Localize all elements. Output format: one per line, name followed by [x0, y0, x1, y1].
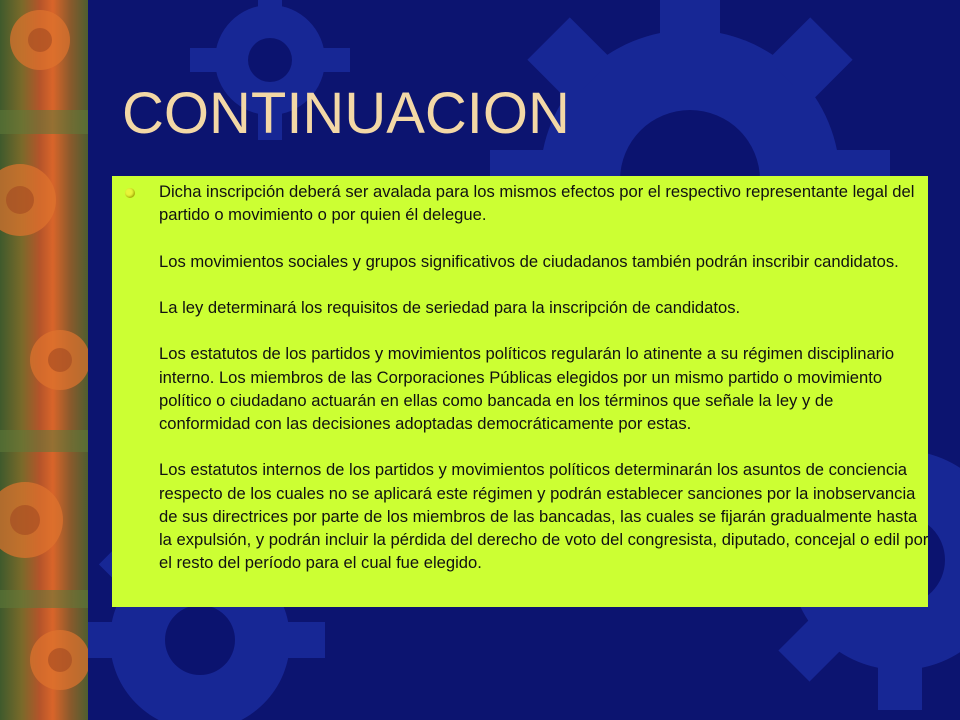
paragraph-3: La ley determinará los requisitos de seriedad para la inscripción de candidatos. — [159, 297, 741, 317]
slide-body — [159, 180, 929, 574]
paragraph-1: Dicha inscripción deberá ser avalada para los mismos efectos por el respectivo representante legal del partido o movimiento o por quien él delegue. — [159, 182, 915, 225]
gear-icon — [0, 0, 88, 720]
slide-title: CONTINUACION — [122, 81, 570, 146]
decorative-gear-strip — [0, 0, 88, 720]
paragraph-4: Los estatutos de los partidos y movimientos políticos regularán lo atinente a su régimen disciplinario interno. Los miembros de las Corporaciones Públicas elegidos por un mismo partido o movimiento político o ciudadano actuarán en ellas como bancada en los términos que señale la ley y de conformidad con las decisiones adoptadas democráticamente por estas. — [159, 344, 895, 433]
paragraph-5: Los estatutos internos de los partidos y movimientos políticos determinarán los asuntos de conciencia respecto de los cuales no se aplicará este régimen y podrán establecer sanciones por la inobservancia de sus directrices por parte de los miembros de las bancadas, las cuales se fijarán gradualmente hasta la expulsión, y podrán incluir la pérdida del derecho de voto del congresista, diputado, concejal o edil por el resto del período para el cual fue elegido. — [159, 460, 929, 573]
paragraph-2: Los movimientos sociales y grupos significativos de ciudadanos también podrán inscribir candidatos. — [159, 251, 899, 271]
bullet-icon — [125, 188, 135, 198]
